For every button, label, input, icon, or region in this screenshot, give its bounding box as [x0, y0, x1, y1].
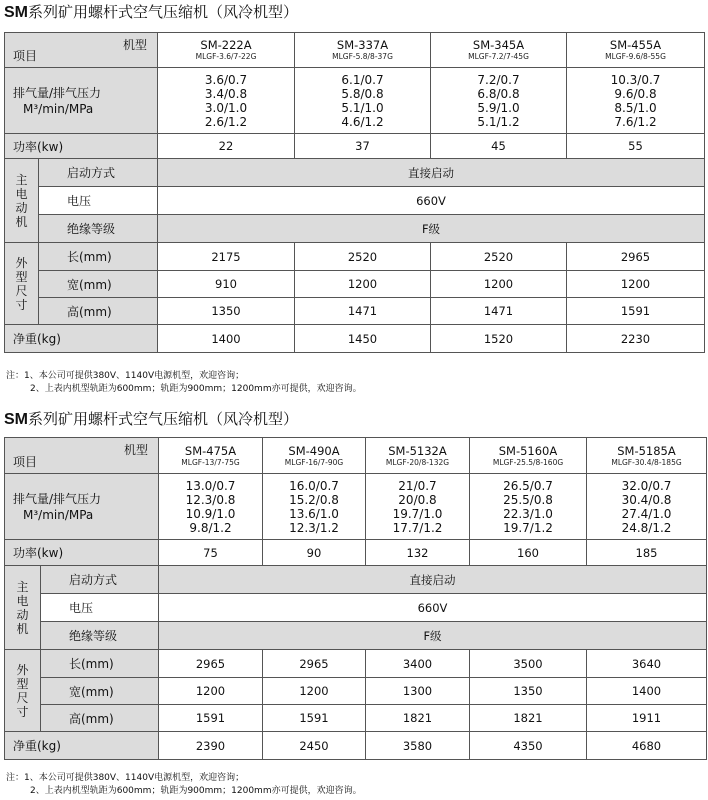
model-code: MLGF-9.6/8-55G [605, 52, 666, 61]
voltage-label: 电压 [39, 187, 158, 215]
weight-cell: 3580 [366, 732, 470, 760]
table2-title [4, 410, 298, 429]
weight-cell: 2390 [159, 732, 263, 760]
power-cell: 22 [158, 134, 295, 159]
title-text: 系列矿用螺杆式空气压缩机（风冷机型） [28, 410, 299, 428]
model-cell [158, 33, 295, 68]
spec-table-2 [4, 437, 707, 760]
height-label: 高(mm) [39, 298, 158, 325]
flow-cell: 13.0/0.7 12.3/0.8 10.9/1.0 9.8/1.2 [159, 474, 263, 540]
length-row [5, 243, 705, 271]
model-code: MLGF-3.6/7-22G [195, 52, 257, 61]
flow-cell: 16.0/0.7 15.2/0.8 13.6/1.0 12.3/1.2 [263, 474, 366, 540]
length-cell: 2520 [431, 243, 567, 271]
note-line-2: 2、上表内机型轨距为600mm；轨距为900mm；1200mm亦可提供，欢迎咨询。 [30, 786, 362, 796]
width-row [5, 271, 705, 298]
model-name: SM-222A [200, 38, 252, 52]
dimension-group-label: 外 型 尺 寸 [5, 650, 41, 732]
length-label: 长(mm) [41, 650, 159, 678]
height-cell: 1591 [567, 298, 705, 325]
model-name: SM-475A [184, 443, 237, 458]
insulation-label: 绝缘等级 [41, 622, 159, 650]
width-label: 宽(mm) [41, 678, 159, 705]
note-line-1: 注：1、本公司可提供380V、1140V电源机型，欢迎咨询； [6, 773, 245, 783]
weight-cell: 2230 [567, 325, 705, 353]
width-cell: 1300 [366, 678, 470, 705]
model-name: SM-345A [472, 38, 525, 52]
note-line-2: 2、上表内机型轨距为600mm；轨距为900mm；1200mm亦可提供，欢迎咨询。 [30, 384, 362, 394]
voltage-value: 660V [159, 594, 707, 622]
flow-label [5, 68, 158, 134]
power-cell: 45 [431, 134, 567, 159]
height-row [5, 298, 705, 325]
height-cell: 1471 [431, 298, 567, 325]
model-code: MLGF-13/7-75G [181, 457, 240, 467]
length-row [5, 650, 707, 678]
flow-label-line1: 排气量/排气压力 [13, 85, 102, 100]
flow-cell: 6.1/0.7 5.8/0.8 5.1/1.0 4.6/1.2 [295, 68, 431, 134]
flow-label-line1: 排气量/排气压力 [13, 491, 102, 506]
power-row [5, 540, 707, 566]
width-row [5, 678, 707, 705]
width-cell: 1400 [587, 678, 707, 705]
height-cell: 1821 [470, 705, 587, 732]
model-name: SM-5132A [388, 443, 447, 458]
model-code: MLGF-7.2/7-45G [468, 52, 529, 61]
header-row [5, 438, 707, 474]
model-cell [470, 438, 587, 474]
insulation-row [5, 215, 705, 243]
power-cell: 55 [567, 134, 705, 159]
length-cell: 3500 [470, 650, 587, 678]
model-name: SM-490A [288, 443, 340, 458]
model-code: MLGF-5.8/8-37G [332, 52, 393, 61]
length-label: 长(mm) [39, 243, 158, 271]
model-cell [587, 438, 707, 474]
header-row [5, 33, 705, 68]
model-name: SM-455A [609, 38, 662, 52]
power-cell: 160 [470, 540, 587, 566]
start-row [5, 566, 707, 594]
power-label: 功率(kw) [5, 540, 159, 566]
width-cell: 1200 [263, 678, 366, 705]
motor-group-label: 主 电 动 机 [5, 566, 41, 650]
weight-label: 净重(kg) [5, 732, 159, 760]
weight-label: 净重(kg) [5, 325, 158, 353]
flow-unit: M³/min/MPa [23, 507, 94, 522]
flow-cell: 26.5/0.7 25.5/0.8 22.3/1.0 19.7/1.2 [470, 474, 587, 540]
width-cell: 1350 [470, 678, 587, 705]
flow-cell: 32.0/0.7 30.4/0.8 27.4/1.0 24.8/1.2 [587, 474, 707, 540]
insulation-value: F级 [159, 622, 707, 650]
table1-notes [6, 370, 362, 396]
model-code: MLGF-16/7-90G [284, 457, 344, 467]
insulation-row [5, 622, 707, 650]
insulation-value: F级 [158, 215, 705, 243]
table1-title [4, 3, 298, 22]
height-cell: 1821 [366, 705, 470, 732]
length-cell: 2965 [159, 650, 263, 678]
title-brand: SM [4, 4, 28, 21]
start-value: 直接启动 [158, 159, 705, 187]
weight-cell: 4680 [587, 732, 707, 760]
model-cell [159, 438, 263, 474]
weight-row [5, 732, 707, 760]
length-cell: 3400 [366, 650, 470, 678]
height-row [5, 705, 707, 732]
length-cell: 2175 [158, 243, 295, 271]
flow-cell: 3.6/0.7 3.4/0.8 3.0/1.0 2.6/1.2 [158, 68, 295, 134]
weight-cell: 4350 [470, 732, 587, 760]
start-label: 启动方式 [39, 159, 158, 187]
title-brand: SM [4, 411, 28, 428]
header-corner [5, 438, 159, 474]
flow-cell: 21/0.7 20/0.8 19.7/1.0 17.7/1.2 [366, 474, 470, 540]
voltage-row [5, 594, 707, 622]
header-corner [5, 33, 158, 68]
power-cell: 90 [263, 540, 366, 566]
length-cell: 2965 [263, 650, 366, 678]
voltage-row [5, 187, 705, 215]
height-cell: 1911 [587, 705, 707, 732]
width-cell: 1200 [295, 271, 431, 298]
model-name: SM-5185A [617, 443, 676, 458]
length-cell: 2965 [567, 243, 705, 271]
flow-row [5, 68, 705, 134]
flow-label [5, 474, 159, 540]
voltage-label: 电压 [41, 594, 159, 622]
power-cell: 37 [295, 134, 431, 159]
height-cell: 1591 [263, 705, 366, 732]
model-cell [295, 33, 431, 68]
weight-row [5, 325, 705, 353]
start-row [5, 159, 705, 187]
voltage-value: 660V [158, 187, 705, 215]
spec-table-1 [4, 32, 705, 353]
flow-unit: M³/min/MPa [23, 101, 94, 116]
model-label: 机型 [123, 443, 148, 457]
model-name: SM-5160A [498, 443, 558, 458]
insulation-label: 绝缘等级 [39, 215, 158, 243]
length-cell: 2520 [295, 243, 431, 271]
table2-notes [6, 772, 362, 798]
dimension-group-label: 外 型 尺 寸 [5, 243, 39, 325]
height-cell: 1471 [295, 298, 431, 325]
title-text: 系列矿用螺杆式空气压缩机（风冷机型） [28, 3, 299, 21]
item-label: 项目 [13, 49, 38, 63]
flow-cell: 10.3/0.7 9.6/0.8 8.5/1.0 7.6/1.2 [567, 68, 705, 134]
start-value: 直接启动 [159, 566, 707, 594]
model-cell [263, 438, 366, 474]
height-cell: 1591 [159, 705, 263, 732]
height-cell: 1350 [158, 298, 295, 325]
flow-row [5, 474, 707, 540]
width-cell: 1200 [159, 678, 263, 705]
flow-cell: 7.2/0.7 6.8/0.8 5.9/1.0 5.1/1.2 [431, 68, 567, 134]
power-cell: 75 [159, 540, 263, 566]
motor-group-label: 主 电 动 机 [5, 159, 39, 243]
power-label: 功率(kw) [5, 134, 158, 159]
model-code: MLGF-20/8-132G [385, 457, 450, 467]
model-label: 机型 [122, 38, 147, 52]
model-cell [431, 33, 567, 68]
height-label: 高(mm) [41, 705, 159, 732]
model-cell [366, 438, 470, 474]
item-label: 项目 [13, 455, 38, 469]
weight-cell: 2450 [263, 732, 366, 760]
width-cell: 1200 [567, 271, 705, 298]
power-cell: 132 [366, 540, 470, 566]
weight-cell: 1450 [295, 325, 431, 353]
start-label: 启动方式 [41, 566, 159, 594]
model-code: MLGF-30.4/8-185G [611, 457, 682, 467]
weight-cell: 1400 [158, 325, 295, 353]
width-cell: 910 [158, 271, 295, 298]
model-name: SM-337A [336, 38, 389, 52]
width-label: 宽(mm) [39, 271, 158, 298]
power-row [5, 134, 705, 159]
power-cell: 185 [587, 540, 707, 566]
note-line-1: 注：1、本公司可提供380V、1140V电源机型，欢迎咨询； [6, 371, 245, 381]
width-cell: 1200 [431, 271, 567, 298]
weight-cell: 1520 [431, 325, 567, 353]
model-cell [567, 33, 705, 68]
model-code: MLGF-25.5/8-160G [492, 457, 564, 467]
length-cell: 3640 [587, 650, 707, 678]
